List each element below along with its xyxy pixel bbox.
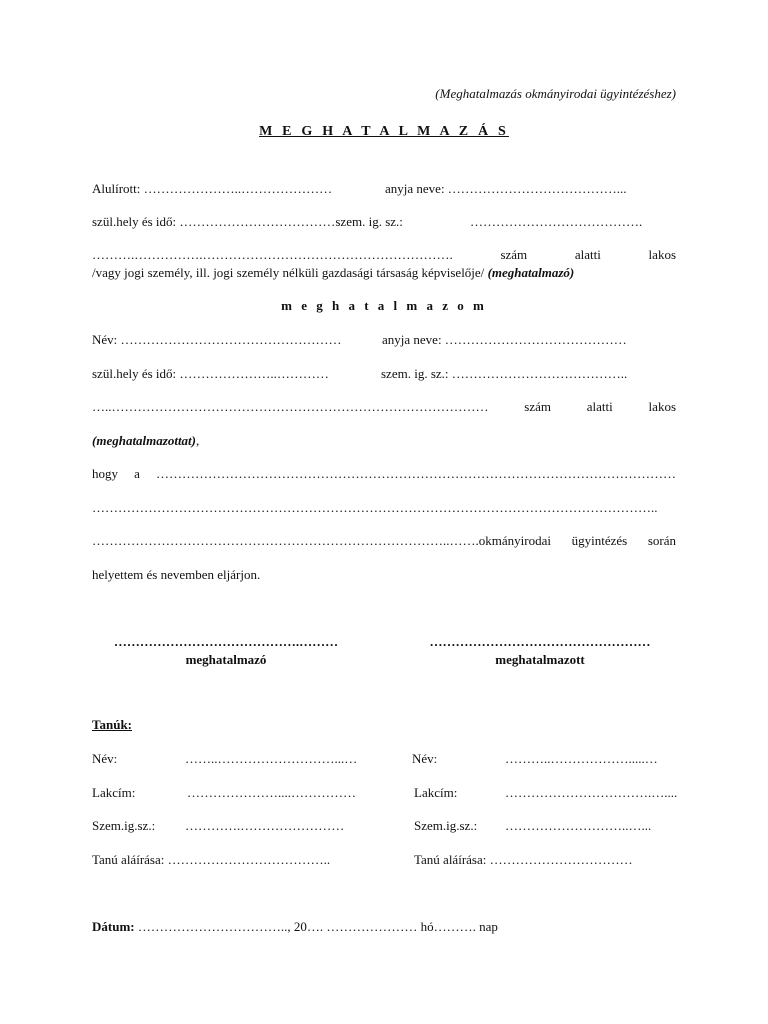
agent-birth-field: szül.hely és idő: …………………..………… (92, 366, 329, 381)
agent-signature-line: …………………………………………… (429, 634, 651, 649)
principal-id-dots: …………………………………. (470, 214, 643, 229)
witness-1-name-label: Név: (92, 751, 118, 766)
principal-address-field: ……….…………….…………………………………………………. szám alatti lakos (92, 247, 676, 262)
agent-role-suffix: , (196, 433, 200, 448)
agent-name-field: Név: …………………………………………… (92, 332, 342, 347)
witness-2-id-label: Szem.ig.sz.: (414, 818, 478, 833)
witness-1-name-dots: ……..………………………...… (185, 751, 358, 766)
witness-2-address-dots: …………………………….….... (505, 785, 678, 800)
principal-role: (meghatalmazó) (487, 265, 575, 280)
witness-2-signature: Tanú aláírása: …………………………… (414, 852, 633, 867)
authorize-heading: m e g h a t a l m a z o m (281, 298, 487, 313)
date-dots: …………………………….., 20…. ………………… hó………. nap (137, 919, 498, 934)
header-note: (Meghatalmazás okmányirodai ügyintézéshez) (435, 86, 676, 101)
agent-role-line (92, 433, 199, 449)
agent-mother-name-field: anyja neve: …………………………………… (382, 332, 627, 347)
agent-role: (meghatalmazottat) (92, 433, 196, 448)
witness-2-address-label: Lakcím: (414, 785, 458, 800)
witness-1-signature: Tanú aláírása: ……………………………….. (92, 852, 331, 867)
principal-mother-name-field: anyja neve: …………………………………... (385, 181, 627, 196)
witness-1-id-label: Szem.ig.sz.: (92, 818, 156, 833)
witness-1-id-dots: ………….…………………… (185, 818, 345, 833)
date-line (92, 919, 498, 935)
purpose-line-3: ………………………………………………………………………..…….okmányirodai ügyintézés során (92, 533, 676, 548)
witness-2-name-label: Név: (412, 751, 438, 766)
agent-signature-label: meghatalmazott (495, 652, 585, 667)
document-title: M E G H A T A L M A Z Á S (259, 124, 509, 139)
principal-representative-note (92, 265, 574, 281)
purpose-line-2: ………………………………………………………………………………………………………………….. (92, 500, 658, 515)
witness-2-name-dots: ………..……………….....… (505, 751, 658, 766)
witness-1-address-dots: …………………....…………… (187, 785, 356, 800)
purpose-line-4: helyettem és nevemben eljárjon. (92, 567, 261, 582)
principal-signature-line: …………………………………….……… (113, 634, 339, 649)
witnesses-heading: Tanúk: (92, 717, 132, 732)
principal-name-field: Alulírott: …………………..………………… (92, 181, 333, 196)
principal-signature-label: meghatalmazó (185, 652, 267, 667)
witness-1-address-label: Lakcím: (92, 785, 136, 800)
agent-id-field: szem. ig. sz.: ………………………………….. (381, 366, 628, 381)
purpose-line-1: hogy a ………………………………………………………………………………………………………… (92, 466, 676, 481)
representative-note-text: /vagy jogi személy, ill. jogi személy nélküli gazdasági társaság képviselője/ (92, 265, 485, 280)
agent-address-field: …..…………………………………………………………………………… szám alatti lakos (92, 399, 676, 414)
principal-birth-and-id-field: szül.hely és idő: ………………………………szem. ig. sz.: (92, 214, 403, 229)
witness-2-id-dots: ………………………..…... (505, 818, 652, 833)
date-label: Dátum: (92, 919, 135, 934)
